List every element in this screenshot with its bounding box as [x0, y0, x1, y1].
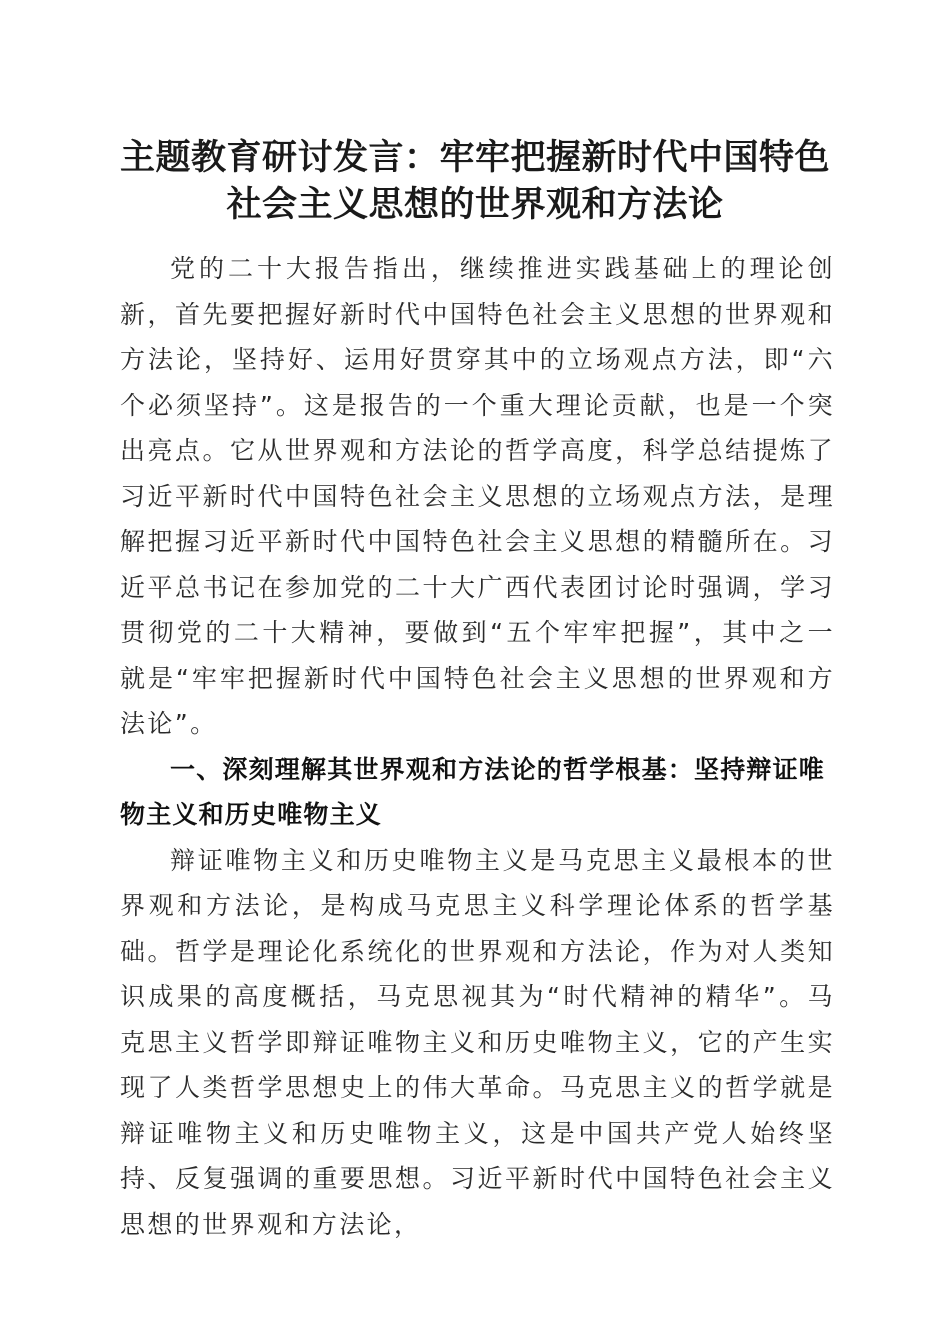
document-title: [110, 134, 840, 228]
title-line-2: 社会主义思想的世界观和方法论: [226, 184, 724, 225]
paragraph-1: 党的二十大报告指出，继续推进实践基础上的理论创新，首先要把握好新时代中国特色社会主义思想的世界观和方法论，坚持好、运用好贯穿其中的立场观点方法，即“六个必须坚持”。这是报告的一个重大理论贡献，也是一个突出亮点。它从世界观和方法论的哲学高度，科学总结提炼了习近平新时代中国特色社会主义思想的立场观点方法，是理解把握习近平新时代中国特色社会主义思想的精髓所在。习近平总书记在参加党的二十大广西代表团讨论时强调，学习贯彻党的二十大精神，要做到“五个牢牢把握”，其中之一就是“牢牢把握新时代中国特色社会主义思想的世界观和方法论”。: [120, 254, 835, 738]
section-heading-1: 一、深刻理解其世界观和方法论的哲学根基：坚持辩证唯物主义和历史唯物主义: [120, 754, 826, 829]
title-line-1: 主题教育研讨发言：牢牢把握新时代中国特色: [119, 137, 830, 178]
document-body: [120, 246, 835, 1247]
paragraph-2: 辩证唯物主义和历史唯物主义是马克思主义最根本的世界观和方法论，是构成马克思主义科学理论体系的哲学基础。哲学是理论化系统化的世界观和方法论，作为对人类知识成果的高度概括，马克思视其为“时代精神的精华”。马克思主义哲学即辩证唯物主义和历史唯物主义，它的产生实现了人类哲学思想史上的伟大革命。马克思主义的哲学就是辩证唯物主义和历史唯物主义，这是中国共产党人始终坚持、反复强调的重要思想。习近平新时代中国特色社会主义思想的世界观和方法论，: [120, 845, 835, 1239]
